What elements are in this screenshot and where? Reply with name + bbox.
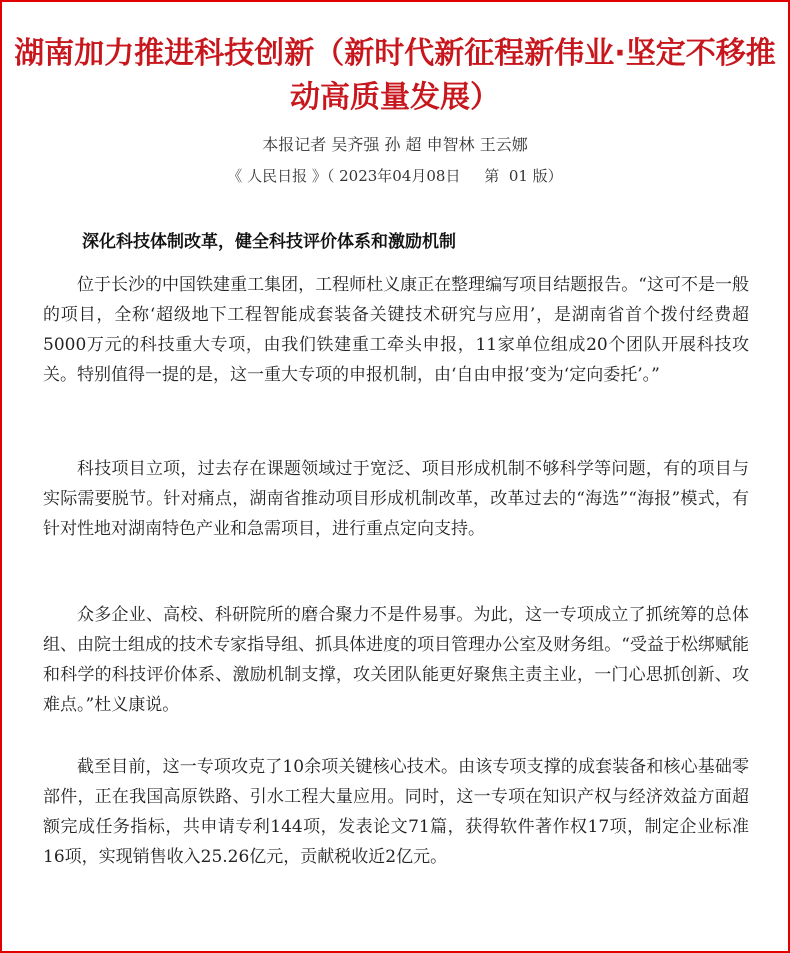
article-source: 《 人民日报 》（ 2023年04月08日 第 01 版） <box>227 167 563 185</box>
article-subheading: 深化科技体制改革，健全科技评价体系和激励机制 <box>82 232 456 252</box>
article-byline: 本报记者 吴齐强 孙 超 申智林 王云娜 <box>262 135 528 154</box>
article-paragraph-1: 位于长沙的中国铁建重工集团，工程师杜义康正在整理编写项目结题报告。“这可不是一般的项目，全称‘超级地下工程智能成套装备关键技术研究与应用’，是湖南省首个拨付经费超5000万元的科技重大专项，由我们铁建重工牵头申报，11家单位组成20个团队开展科技攻关。特别值得一提的是，这一重大专项的申报机制，由‘自由申报’变为‘定向委托’。” <box>43 275 749 385</box>
article-paragraph-3: 众多企业、高校、科研院所的磨合聚力不是件易事。为此，这一专项成立了抓统筹的总体组、由院士组成的技术专家指导组、抓具体进度的项目管理办公室及财务组。“受益于松绑赋能和科学的科技评价体系、激励机制支撑，攻关团队能更好聚焦主责主业，一门心思抓创新、攻难点。”杜义康说。 <box>43 605 749 715</box>
article-paragraph-4: 截至目前，这一专项攻克了10余项关键核心技术。由该专项支撑的成套装备和核心基础零部件，正在我国高原铁路、引水工程大量应用。同时，这一专项在知识产权与经济效益方面超额完成任务指标，共申请专利144项，发表论文71篇，获得软件著作权17项，制定企业标准16项，实现销售收入25.26亿元，贡献税收近2亿元。 <box>43 757 749 867</box>
article-paragraph-2: 科技项目立项，过去存在课题领域过于宽泛、项目形成机制不够科学等问题，有的项目与实际需要脱节。针对痛点，湖南省推动项目形成机制改革，改革过去的“海选”“海报”模式，有针对性地对湖南特色产业和急需项目，进行重点定向支持。 <box>43 459 749 539</box>
article-title: 湖南加力推进科技创新（新时代新征程新伟业·坚定不移推动高质量发展） <box>14 36 776 115</box>
